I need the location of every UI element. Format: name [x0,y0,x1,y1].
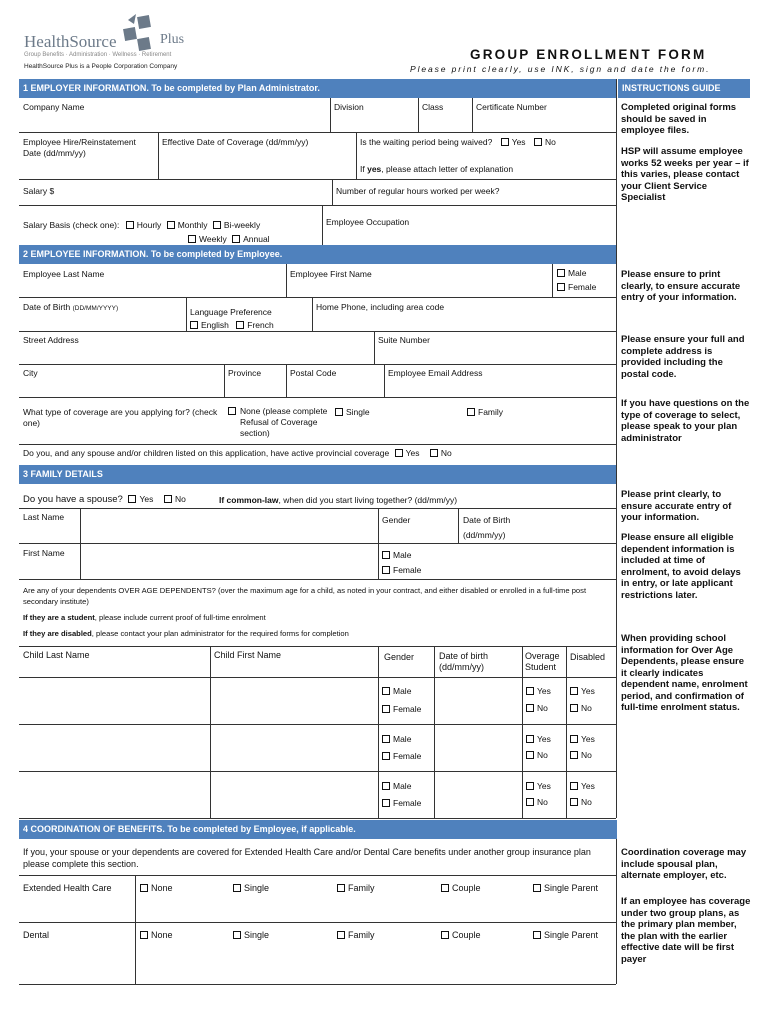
provincial-no-checkbox[interactable] [430,449,438,457]
employee-first-name-field[interactable]: Employee First Name [290,269,372,279]
spouse-dob-label: Date of Birth [463,515,511,525]
logo-tagline: Group Benefits · Administration · Wellness · Retirement [24,52,172,58]
city-field[interactable]: City [23,368,38,378]
cob-couple-checkbox[interactable] [441,931,449,939]
child-student-yes: Yes [526,734,551,745]
cob-single-parent-checkbox[interactable] [533,884,541,892]
child-male-checkbox[interactable] [382,735,390,743]
coverage-question: What type of coverage are you applying for? (check one) [23,407,218,428]
child-student-no: No [526,750,548,761]
salary-basis-row2: Weekly Annual [188,234,270,245]
waiting-no-checkbox[interactable] [534,138,542,146]
cob-none-option: None [140,930,173,941]
spouse-question: Do you have a spouse? Yes No [23,494,186,505]
child-female-option: Female [382,798,421,809]
french-checkbox[interactable] [236,321,244,329]
postal-code-field[interactable]: Postal Code [290,368,337,378]
logo-mark-icon [120,14,156,54]
spouse-male-checkbox[interactable] [382,551,390,559]
student-no-checkbox[interactable] [526,751,534,759]
class-field[interactable]: Class [422,102,444,112]
cob-family-checkbox[interactable] [337,884,345,892]
spouse-male-option: Male [382,550,411,561]
child-student-yes: Yes [526,781,551,792]
child-male-checkbox[interactable] [382,782,390,790]
disabled-no-checkbox[interactable] [570,798,578,806]
child-student-yes: Yes [526,686,551,697]
spouse-female-option: Female [382,565,421,576]
child-disabled-yes: Yes [570,734,595,745]
female-checkbox[interactable] [557,283,565,291]
child-disabled-no: No [570,750,592,761]
instruction-7: Please ensure all eligible dependent information is included at time of enrolment, to avoid delays in entry, or late applicant restrictions later. [621,532,741,601]
salary-field[interactable]: Salary $ [23,186,55,196]
disabled-no-checkbox[interactable] [570,751,578,759]
english-checkbox[interactable] [190,321,198,329]
student-yes-checkbox[interactable] [526,735,534,743]
child-male-option: Male [382,686,411,697]
waiting-period-note: If yes, please attach letter of explanation [360,164,514,174]
waiting-period-question: Is the waiting period being waived? Yes No [360,137,556,147]
provincial-coverage-question: Do you, and any spouse and/or children listed on this application, have active provincial coverage Yes No [23,448,452,458]
suite-number-field[interactable]: Suite Number [378,335,430,345]
home-phone-field[interactable]: Home Phone, including area code [316,302,445,312]
child-female-checkbox[interactable] [382,752,390,760]
spouse-no-checkbox[interactable] [164,495,172,503]
cob-single-parent-option: Single Parent [533,930,598,941]
cob-couple-option: Couple [441,930,481,941]
logo-brand-right: Plus [160,32,185,47]
cob-couple-checkbox[interactable] [441,884,449,892]
instruction-8: When providing school information for Over Age Dependents, please ensure it clearly indicates dependent name, enrolment period, and confirmation of full-time enrolment status. [621,633,748,713]
child-male-option: Male [382,734,411,745]
instruction-10: If an employee has coverage under two group plans, as the primary plan member, the plan with the earlier effective date will be first payer [621,896,751,965]
cob-row-label: Dental [23,930,50,940]
form-title: GROUP ENROLLMENT FORM [470,47,707,62]
form-subtitle: Please print clearly, use INK, sign and date the form. [410,64,711,74]
section4-header: 4 COORDINATION OF BENEFITS. To be completed by Employee, if applicable. [19,820,617,839]
child-female-checkbox[interactable] [382,799,390,807]
child-disabled-no: No [570,703,592,714]
disabled-note: If they are disabled, please contact your plan administrator for the required forms for completion [23,629,349,638]
cob-family-checkbox[interactable] [337,931,345,939]
child-disabled-yes: Yes [570,686,595,697]
spouse-last-name-field[interactable]: Last Name [23,512,65,522]
salary-basis: Salary Basis (check one): Hourly Monthly Bi-weekly [23,220,261,230]
child-male-option: Male [382,781,411,792]
spouse-dob-format: (dd/mm/yy) [463,530,506,540]
child-last-name-header: Child Last Name [23,650,90,660]
instruction-5: If you have questions on the type of coverage to select, please speak to your plan administrator [621,398,750,444]
section3-header: 3 FAMILY DETAILS [19,465,617,484]
coverage-family-option: Family [467,407,503,418]
child-first-name-header: Child First Name [214,650,282,660]
hourly-checkbox[interactable] [126,221,134,229]
monthly-checkbox[interactable] [167,221,175,229]
logo [24,14,224,72]
disabled-yes-checkbox[interactable] [570,735,578,743]
certificate-number-field[interactable]: Certificate Number [476,102,547,112]
cob-family-option: Family [337,930,375,941]
waiting-yes-checkbox[interactable] [501,138,509,146]
cob-family-option: Family [337,883,375,894]
effective-date-field[interactable]: Effective Date of Coverage (dd/mm/yy) [162,137,309,147]
child-female-option: Female [382,751,421,762]
disabled-yes-checkbox[interactable] [570,782,578,790]
child-disabled-no: No [570,797,592,808]
instruction-1: Completed original forms should be saved in employee files. [621,102,737,136]
employee-male-option: Male [557,268,586,279]
over-age-question: Are any of your dependents OVER AGE DEPENDENTS? (over the maximum age for a child, as noted in your contract, and either disabled or enrolled in a full-time post secondary institute) [23,586,587,606]
weekly-checkbox[interactable] [188,235,196,243]
child-female-option: Female [382,704,421,715]
cob-single-parent-option: Single Parent [533,883,598,894]
company-note: HealthSource Plus is a People Corporation Company [24,63,178,70]
child-student-no: No [526,797,548,808]
instructions-header: INSTRUCTIONS GUIDE [617,79,750,98]
street-address-field[interactable]: Street Address [23,335,79,345]
spouse-female-checkbox[interactable] [382,566,390,574]
cob-none-checkbox[interactable] [140,931,148,939]
language-preference: Language Preference [190,307,272,317]
common-law-question: If common-law, when did you start living together? (dd/mm/yy) [219,495,458,505]
child-male-checkbox[interactable] [382,687,390,695]
disabled-yes-checkbox[interactable] [570,687,578,695]
cob-single-checkbox[interactable] [233,884,241,892]
cob-intro: If you, your spouse or your dependents are covered for Extended Health Care and/or Dental Care benefits under another group insurance plan please complete this section. [23,847,591,869]
spouse-first-name-field[interactable]: First Name [23,548,65,558]
occupation-field[interactable]: Employee Occupation [326,217,410,227]
cob-single-parent-checkbox[interactable] [533,931,541,939]
section1-header: 1 EMPLOYER INFORMATION. To be completed by Plan Administrator. [19,79,617,98]
spouse-gender-label: Gender [382,515,411,525]
coverage-none-checkbox[interactable] [228,407,236,415]
email-field[interactable]: Employee Email Address [388,368,483,378]
male-checkbox[interactable] [557,269,565,277]
instruction-3: Please ensure to print clearly, to ensure accurate entry of your information. [621,269,741,303]
cob-couple-option: Couple [441,883,481,894]
logo-brand-left: HealthSource [24,32,117,51]
student-yes-checkbox[interactable] [526,687,534,695]
province-field[interactable]: Province [228,368,262,378]
cob-single-option: Single [233,883,269,894]
annual-checkbox[interactable] [232,235,240,243]
cob-none-option: None [140,883,173,894]
employee-last-name-field[interactable]: Employee Last Name [23,269,105,279]
child-disabled-yes: Yes [570,781,595,792]
student-note: If they are a student, please include current proof of full-time enrolment [23,613,266,622]
coverage-single-checkbox[interactable] [335,408,343,416]
coverage-family-checkbox[interactable] [467,408,475,416]
instruction-4: Please ensure your full and complete address is provided including the postal code. [621,334,745,380]
disabled-header: Disabled [570,652,606,662]
coverage-none-label: None (please complete Refusal of Coverage section) [240,406,328,438]
biweekly-checkbox[interactable] [213,221,221,229]
hire-date-field[interactable]: Employee Hire/Reinstatement Date (dd/mm/yy) [23,137,136,158]
overage-student-header: Overage Student [525,651,560,672]
employee-female-option: Female [557,282,596,293]
coverage-single-option: Single [335,407,370,418]
company-name-field[interactable]: Company Name [23,102,85,112]
hours-field[interactable]: Number of regular hours worked per week? [336,186,500,196]
child-dob-header: Date of birth (dd/mm/yy) [439,651,489,672]
provincial-yes-checkbox[interactable] [395,449,403,457]
student-yes-checkbox[interactable] [526,782,534,790]
student-no-checkbox[interactable] [526,704,534,712]
section2-header: 2 EMPLOYEE INFORMATION. To be completed by Employee. [19,245,617,264]
instruction-2: HSP will assume employee works 52 weeks per year – if this varies, please contact your Client Service Specialist [621,146,749,203]
disabled-no-checkbox[interactable] [570,704,578,712]
language-options: English French [190,320,274,331]
cob-row-label: Extended Health Care [23,883,112,893]
instruction-6: Please print clearly, to ensure accurate entry of your information. [621,489,732,523]
cob-none-checkbox[interactable] [140,884,148,892]
cob-single-option: Single [233,930,269,941]
spouse-yes-checkbox[interactable] [128,495,136,503]
dob-field[interactable]: Date of Birth (DD/MM/YYYY) [23,302,119,312]
child-student-no: No [526,703,548,714]
student-no-checkbox[interactable] [526,798,534,806]
division-field[interactable]: Division [334,102,364,112]
child-female-checkbox[interactable] [382,705,390,713]
cob-single-checkbox[interactable] [233,931,241,939]
child-gender-header: Gender [384,652,415,662]
instruction-9: Coordination coverage may include spousal plan, alternate employer, etc. [621,847,747,881]
